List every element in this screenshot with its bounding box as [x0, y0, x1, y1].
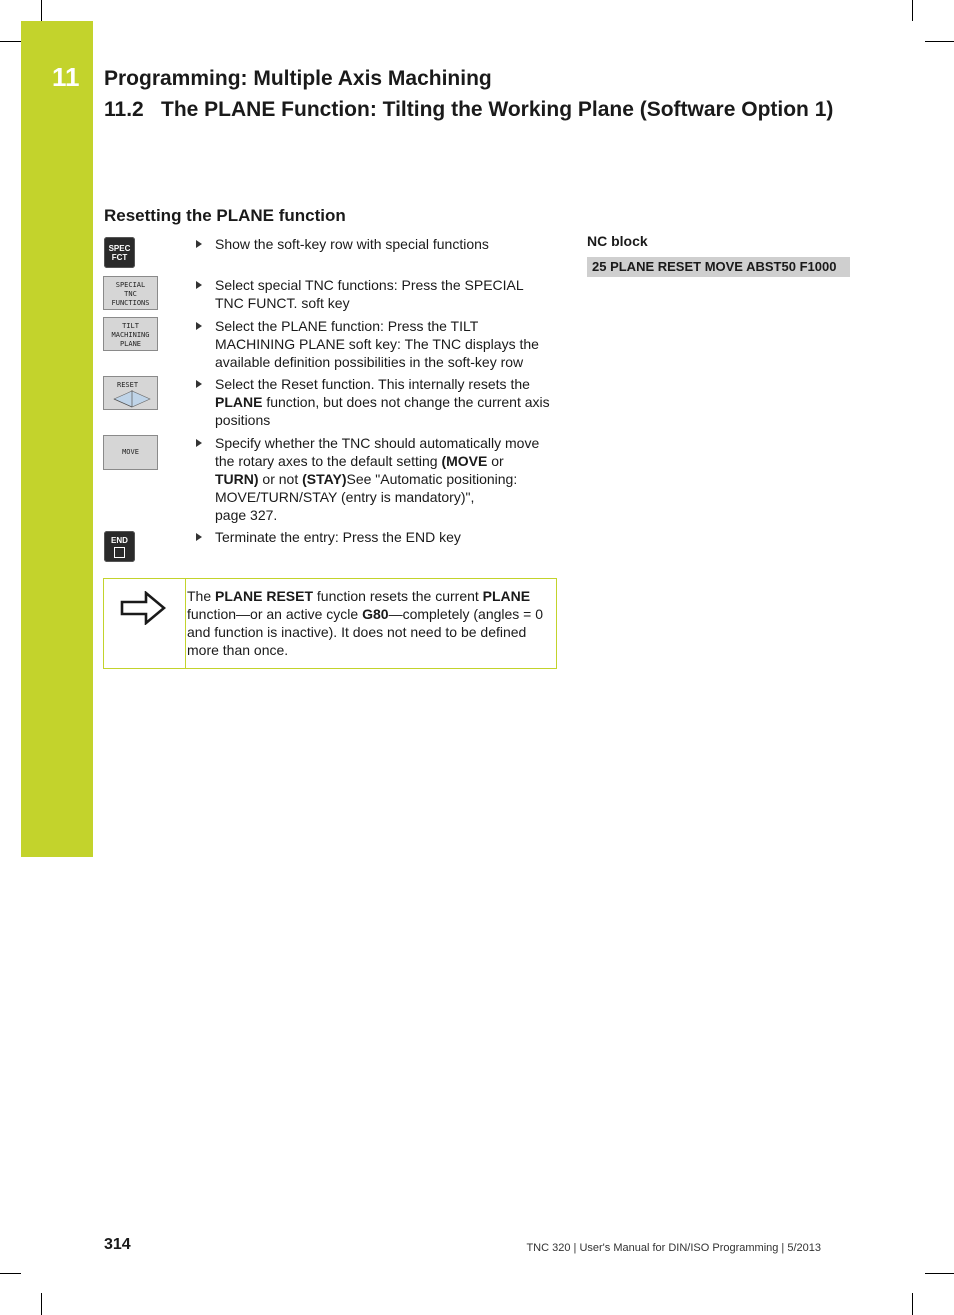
- cross-reference-link[interactable]: See "Automatic positioning: MOVE/TURN/STAY (entry is mandatory)",: [215, 471, 518, 505]
- step-6: Terminate the entry: Press the END key: [196, 528, 551, 546]
- special-tnc-functions-softkey-icon: SPECIAL TNC FUNCTIONS: [103, 276, 158, 310]
- note-text: The PLANE RESET function resets the current PLANE function—or an active cycle G80—completely (angles = 0 and function is inactive). It does not need to be defined more than once.: [187, 588, 544, 658]
- page-reference-link[interactable]: page 327.: [215, 507, 278, 523]
- crop-mark: [925, 1273, 954, 1274]
- note-box: [103, 578, 557, 669]
- section-title-text: The PLANE Function: Tilting the Working Plane (Software Option 1): [161, 98, 834, 121]
- step-2: Select special TNC functions: Press the SPECIAL TNC FUNCT. soft key: [196, 276, 551, 312]
- section-number: 11.2: [104, 98, 144, 121]
- page-number: 314: [104, 1236, 131, 1253]
- step-3: Select the PLANE function: Press the TILT MACHINING PLANE soft key: The TNC displays the available definition possibilities in the soft-key row: [196, 317, 551, 371]
- crop-mark: [912, 0, 913, 21]
- crop-mark: [0, 1273, 21, 1274]
- chapter-number: 11: [52, 62, 80, 92]
- tilt-machining-plane-softkey-icon: TILT MACHINING PLANE: [103, 317, 158, 351]
- step-1: Show the soft-key row with special functions: [196, 235, 551, 253]
- crop-mark: [41, 1293, 42, 1315]
- end-key-icon: END: [104, 531, 135, 562]
- step-arrow-icon: [196, 380, 202, 388]
- nc-block-code: 25 PLANE RESET MOVE ABST50 F1000: [587, 257, 850, 277]
- step-arrow-icon: [196, 533, 202, 541]
- spec-fct-key-icon: SPEC FCT: [104, 237, 135, 268]
- subsection-title: Resetting the PLANE function: [104, 206, 346, 225]
- step-arrow-icon: [196, 281, 202, 289]
- reset-softkey-icon: RESET: [103, 376, 158, 410]
- section-title: [104, 98, 833, 122]
- step-arrow-icon: [196, 240, 202, 248]
- chapter-title: Programming: Multiple Axis Machining: [104, 67, 492, 90]
- footer-text: TNC 320 | User's Manual for DIN/ISO Programming | 5/2013: [526, 1242, 821, 1254]
- move-softkey-icon: MOVE: [103, 435, 158, 470]
- step-4: Select the Reset function. This internally resets the PLANE function, but does not change the current axis positions: [196, 375, 551, 429]
- step-5: Specify whether the TNC should automatically move the rotary axes to the default setting (MOVE or TURN) or not (STAY)See "Automatic positioning: MOVE/TURN/STAY (entry is mandatory)", page 327.: [196, 434, 551, 524]
- nc-block-label: NC block: [587, 233, 648, 249]
- chapter-tab: [21, 21, 93, 857]
- crop-mark: [925, 41, 954, 42]
- step-arrow-icon: [196, 439, 202, 447]
- hint-arrow-icon: [120, 591, 166, 625]
- crop-mark: [41, 0, 42, 21]
- crop-mark: [0, 41, 21, 42]
- tilted-plane-icon: [110, 387, 154, 409]
- step-arrow-icon: [196, 322, 202, 330]
- crop-mark: [912, 1293, 913, 1315]
